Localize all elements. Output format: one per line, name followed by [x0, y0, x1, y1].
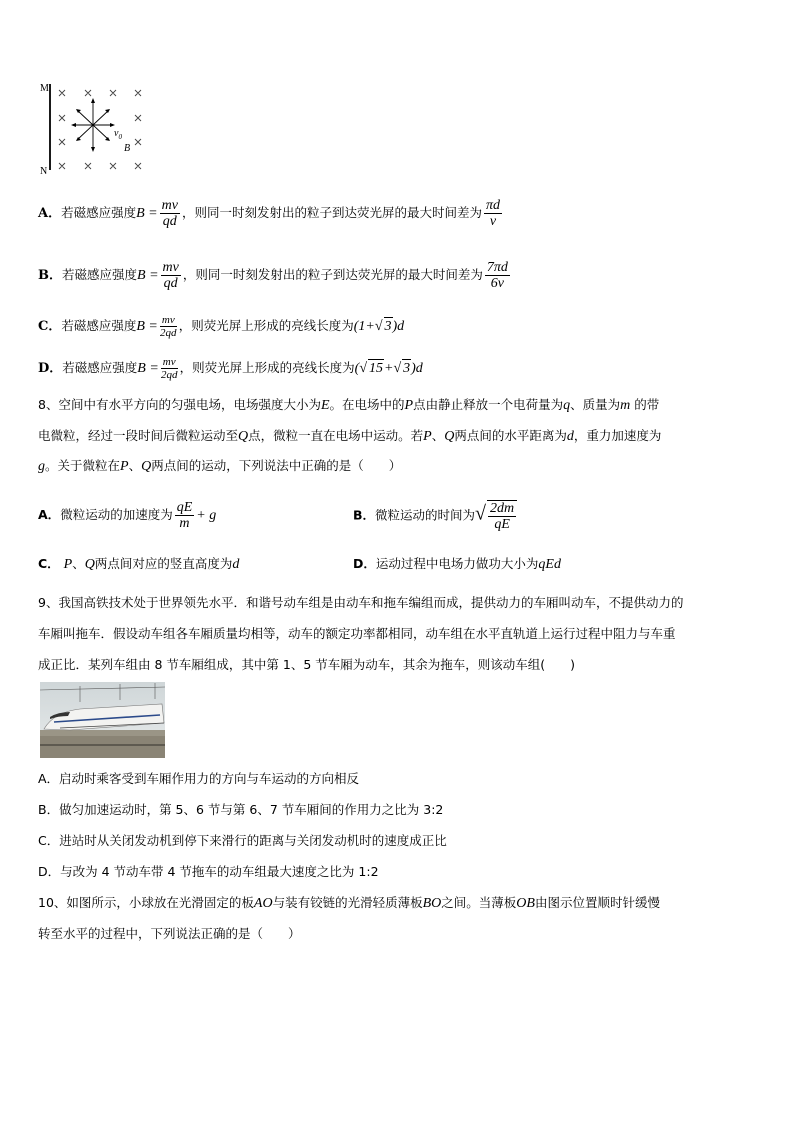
q8-stem-line1: 8、空间中有水平方向的匀强电场，电场强度大小为E。在电场中的P点由静止释放一个电荷量为q、质量为m 的带	[38, 397, 660, 413]
q10-stem-line1: 10、如图所示，小球放在光滑固定的板AO与装有铰链的光滑轻质薄板BO之间。当薄板OB由图示位置顺时针缓慢	[38, 895, 660, 911]
q8-option-b: B．微粒运动的时间为√ $\frac{2dm}{qE}$	[353, 500, 519, 532]
label-b: B	[124, 143, 131, 154]
fraction-b: $\frac{mv}{qd}$	[161, 198, 178, 229]
label-n: N	[40, 166, 48, 177]
q9-option-c: C．进站时从关闭发动机到停下来滑行的距离与关闭发动机时的速度成正比	[38, 833, 447, 848]
fraction-time: $\frac{2dm}{qE}$	[487, 500, 517, 532]
fraction-result: $\frac{7\pi d}{6v}$	[486, 260, 508, 291]
q8-option-d: D．运动过程中电场力做功大小为qEd	[353, 556, 561, 572]
q9-stem-line2: 车厢叫拖车．假设动车组各车厢质量均相等，动车的额定功率都相同，动车组在水平直轨道上运行过程中阻力与车重	[38, 626, 676, 641]
magnetic-field-figure	[38, 78, 158, 178]
fraction-b: $\frac{mv}{qd}$	[162, 260, 179, 291]
q9-option-a: A．启动时乘客受到车厢作用力的方向与车运动的方向相反	[38, 771, 360, 786]
q7-option-d: D．若磁感应强度B = $\frac{mv}{2qd}$ ，则荧光屏上形成的亮线长度为(√ 15+√ 3)d	[38, 356, 423, 381]
fraction-b: $\frac{mv}{2qd}$	[160, 314, 177, 339]
q7-option-a: A．若磁感应强度B = $\frac{mv}{qd}$ ，则同一时刻发射出的粒子到达荧光屏的最大时间差为 $\frac{\pi d}{v}$	[38, 198, 500, 229]
fraction-result: $\frac{\pi d}{v}$	[485, 198, 500, 229]
q9-stem-line3: 成正比．某列车组由 8 节车厢组成，其中第 1、5 节车厢为动车，其余为拖车，则该动车组( )	[38, 657, 576, 672]
q8-options-row2: C． P、Q两点间对应的竖直高度为d D．运动过程中电场力做功大小为qEd	[38, 556, 561, 572]
fraction-accel: $\frac{qE}{m}$	[176, 500, 193, 531]
q10-stem-line2: 转至水平的过程中，下列说法正确的是（ ）	[38, 926, 301, 941]
cross-grid	[59, 90, 141, 169]
fraction-b: $\frac{mv}{2qd}$	[160, 356, 178, 381]
q7-option-c: C．若磁感应强度B = $\frac{mv}{2qd}$ ，则荧光屏上形成的亮线长度为(1+√ 3)d	[38, 314, 405, 339]
q7-option-b: B．若磁感应强度B = $\frac{mv}{qd}$ ，则同一时刻发射出的粒子到达荧光屏的最大时间差为 $\frac{7\pi d}{6v}$	[38, 260, 508, 291]
q9-stem-line1: 9、我国高铁技术处于世界领先水平．和谐号动车组是由动车和拖车编组而成，提供动力的车厢叫动车，不提供动力的	[38, 595, 684, 610]
label-m: M	[40, 83, 49, 94]
label-v0: $v_0$	[114, 128, 122, 141]
q8-options-row1: A．微粒运动的加速度为 $\frac{qE}{m}$ + g B．微粒运动的时间为√ $\frac{2dm}{qE}$	[38, 500, 758, 534]
train-photo	[40, 682, 165, 758]
velocity-arrows	[73, 100, 113, 150]
q9-option-d: D．与改为 4 节动车带 4 节拖车的动车组最大速度之比为 1:2	[38, 864, 379, 879]
q8-stem-line3: g。关于微粒在P、Q两点间的运动，下列说法中正确的是（ ）	[38, 458, 402, 474]
q8-stem-line2: 电微粒，经过一段时间后微粒运动至Q点，微粒一直在电场中运动。若P、Q两点间的水平距离为d，重力加速度为	[38, 428, 662, 444]
q9-option-b: B．做匀加速运动时，第 5、6 节与第 6、7 节车厢间的作用力之比为 3:2	[38, 802, 444, 817]
